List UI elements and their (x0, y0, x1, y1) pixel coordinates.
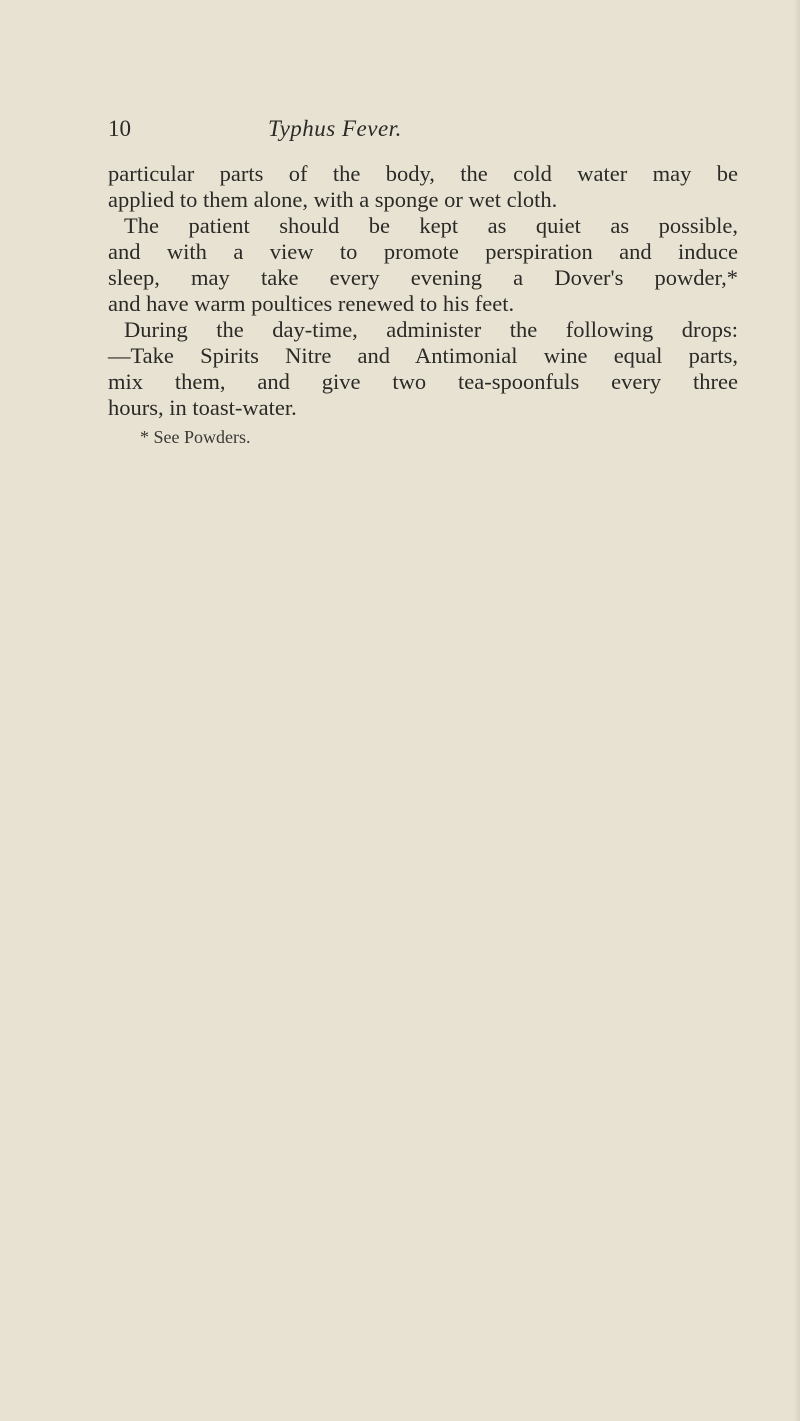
text-line: mix them, and give two tea-spoonfuls every three (108, 369, 738, 394)
text-line: During the day-time, administer the following drops: (124, 317, 738, 342)
body-text (108, 161, 738, 421)
page-number: 10 (108, 116, 131, 141)
text-line: —Take Spirits Nitre and Antimonial wine equal parts, (108, 343, 738, 368)
text-line: particular parts of the body, the cold water may be (108, 161, 738, 186)
text-line: applied to them alone, with a sponge or wet cloth. (108, 187, 558, 212)
text-line: hours, in toast-water. (108, 395, 297, 420)
text-line: sleep, may take every evening a Dover's powder,* (108, 265, 738, 290)
text-line: and with a view to promote perspiration and induce (108, 239, 738, 264)
running-header (108, 116, 738, 146)
footnote: * See Powders. (140, 427, 251, 447)
running-title: Typhus Fever. (268, 116, 402, 141)
text-line: The patient should be kept as quiet as possible, (124, 213, 738, 238)
text-line: and have warm poultices renewed to his feet. (108, 291, 515, 316)
page-edge (794, 0, 800, 1421)
